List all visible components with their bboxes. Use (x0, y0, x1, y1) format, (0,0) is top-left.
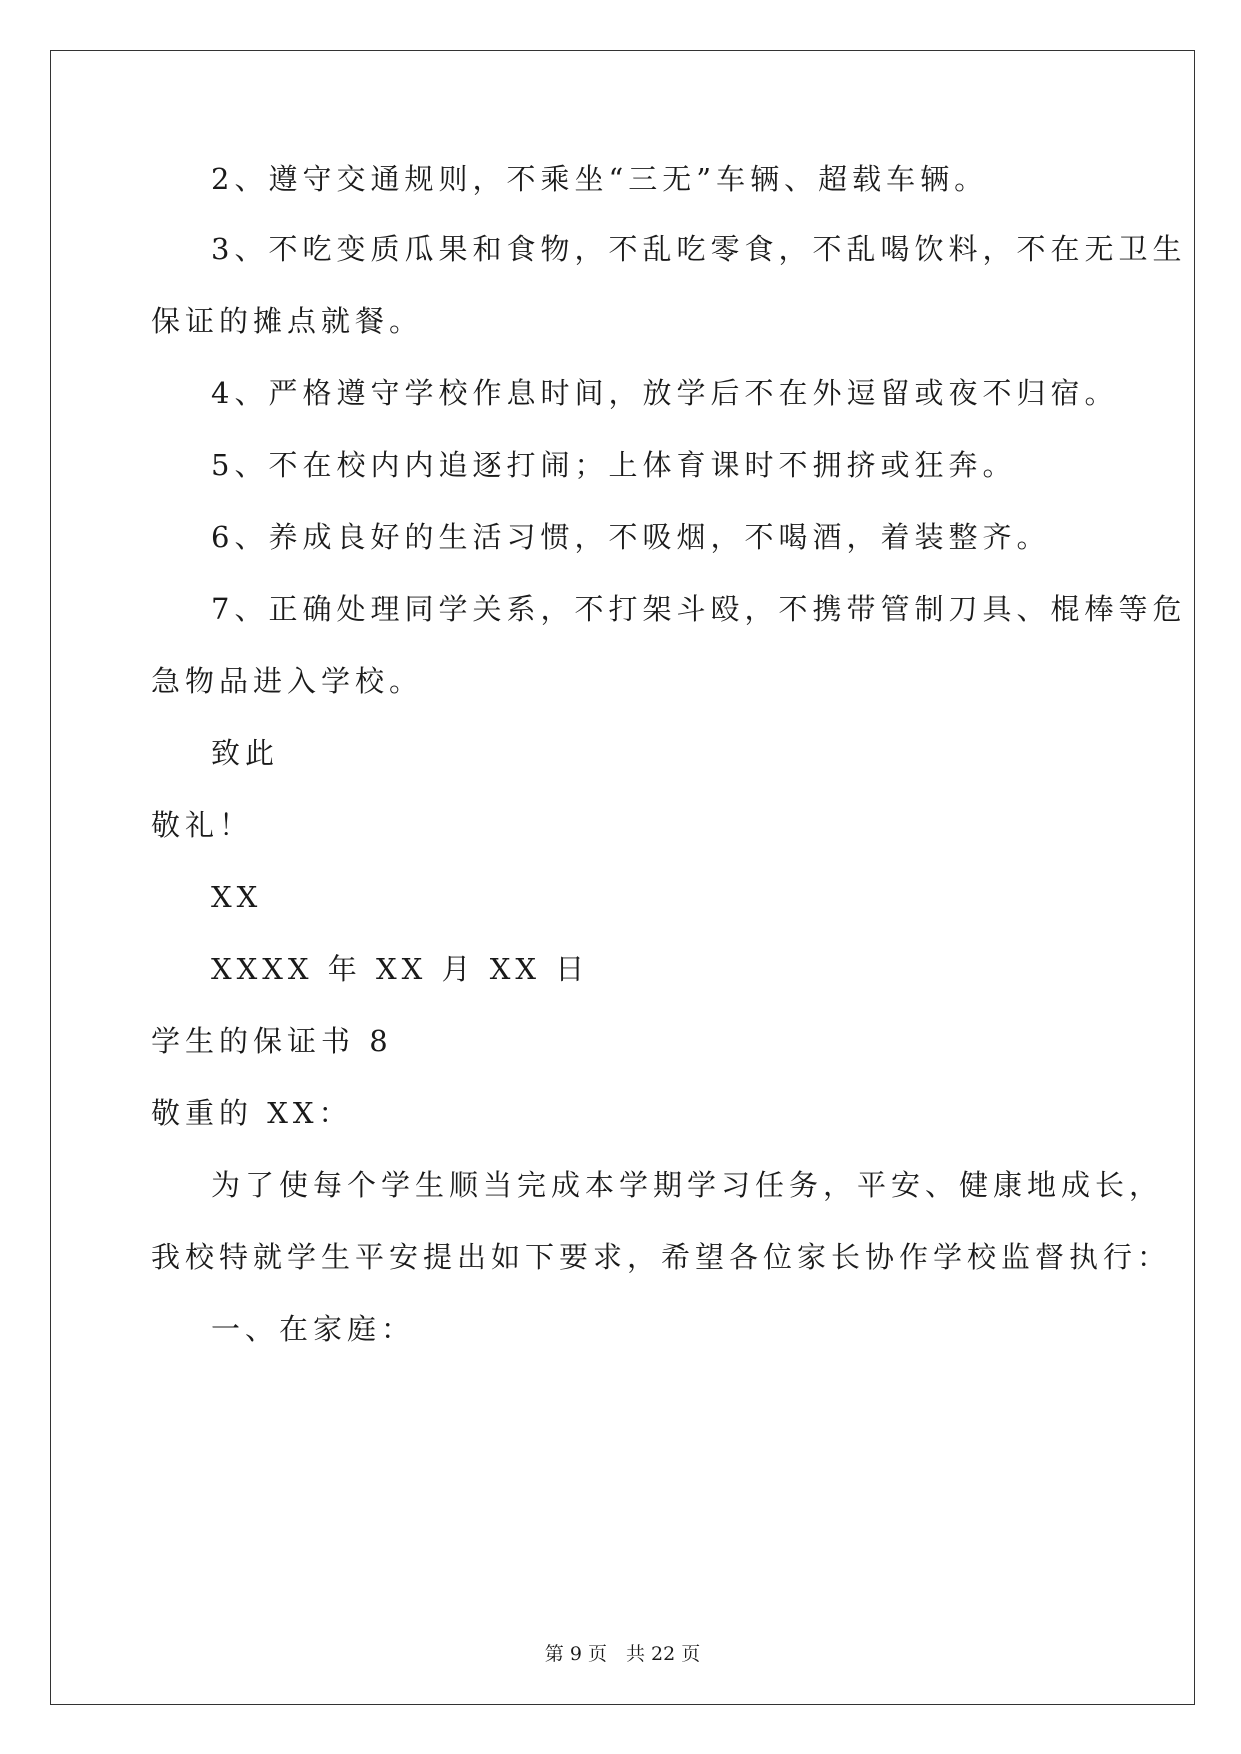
paragraph-line: 4、严格遵守学校作息时间，放学后不在外逗留或夜不归宿。 (211, 376, 1119, 410)
closing-phrase: 致此 (211, 736, 280, 770)
subheading: 一、在家庭： (211, 1312, 416, 1346)
greeting: 敬重的 XX： (151, 1096, 353, 1130)
section-title: 学生的保证书 8 (151, 1024, 393, 1058)
page-number-footer: 第 9 页 共 22 页 (544, 1643, 701, 1665)
paragraph-line: 保证的摊点就餐。 (151, 304, 424, 338)
paragraph-line: 6、养成良好的生活习惯，不吸烟，不喝酒，着装整齐。 (211, 520, 1051, 554)
paragraph-line: 5、不在校内内追逐打闹；上体育课时不拥挤或狂奔。 (211, 448, 1017, 482)
paragraph-line: 3、不吃变质瓜果和食物，不乱吃零食，不乱喝饮料，不在无卫生 (211, 232, 1187, 266)
paragraph-line: 急物品进入学校。 (151, 664, 424, 698)
paragraph-line: 为了使每个学生顺当完成本学期学习任务，平安、健康地成长， (211, 1168, 1164, 1202)
page-frame (50, 50, 1195, 1705)
date: XXXX 年 XX 月 XX 日 (211, 952, 590, 986)
paragraph-line: 我校特就学生平安提出如下要求，希望各位家长协作学校监督执行： (151, 1240, 1172, 1274)
paragraph-line: 2、遵守交通规则，不乘坐“三无”车辆、超载车辆。 (211, 162, 989, 196)
salutation: 敬礼！ (151, 808, 254, 842)
signature: XX (211, 880, 263, 914)
paragraph-line: 7、正确处理同学关系，不打架斗殴，不携带管制刀具、棍棒等危 (211, 592, 1187, 626)
document-body (51, 51, 1194, 1704)
